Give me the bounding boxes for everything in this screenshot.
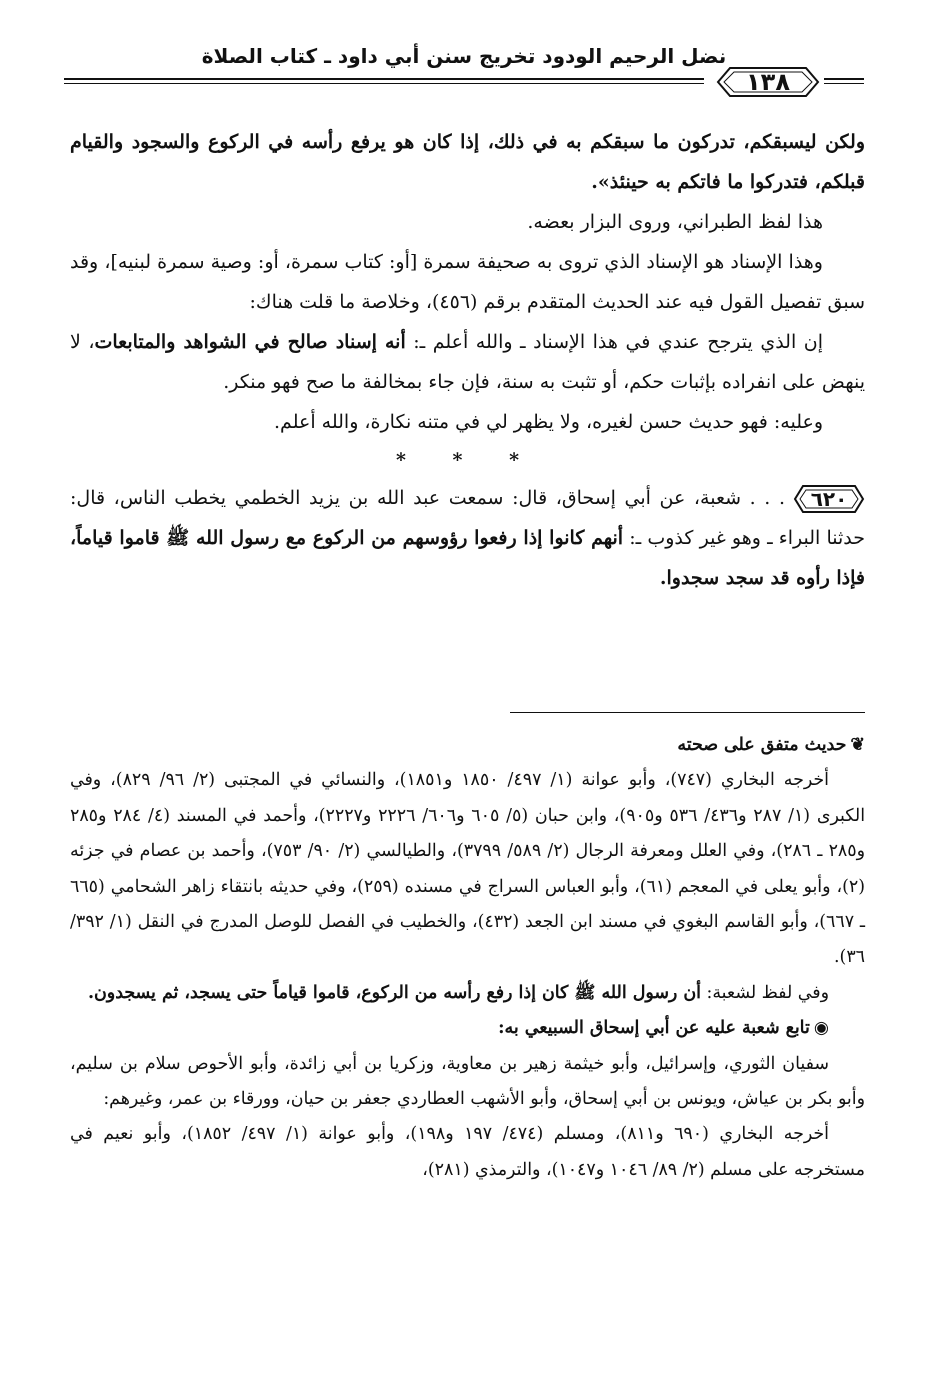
header-title: نضل الرحيم الودود تخريج سنن أبي داود ـ كتاب الصلاة xyxy=(201,44,727,68)
text-run: ، لا ينهض على انفراده بإثبات حكم، أو تثبت به سنة، فإن جاء بمخالفة ما صح فهو منكر. xyxy=(70,331,865,393)
page-number: ١٣٨ xyxy=(746,68,790,96)
header-rule xyxy=(64,83,704,84)
section-separator: * * * xyxy=(395,449,540,471)
note-paragraph: أخرجه البخاري (٦٩٠ و٨١١)، ومسلم (٤٧٤/ ١٩٧ و١٩٨)، وأبو عوانة (١/ ٤٩٧/ ١٨٥٢)، وأبو نعيم في مستخرجه على مسلم (٢/ ٨٩/ ١٠٤٦ و١٠٤٧)، والترمذي (٢٨١)، xyxy=(70,1124,865,1180)
bullet-icon: ◉ xyxy=(813,1018,829,1039)
paragraph: وعليه: فهو حديث حسن لغيره، ولا يظهر لي في متنه نكارة، والله أعلم. xyxy=(274,411,823,433)
hadith-number-badge xyxy=(793,483,865,515)
text-run: حديث متفق على صحته xyxy=(677,735,847,755)
text-run: . . . شعبة، عن أبي إسحاق، قال: سمعت عبد الله بن يزيد الخطمي يخطب الناس، قال: حدثنا البراء ـ وهو غير كذوب ـ: xyxy=(70,487,865,549)
page-number-badge xyxy=(716,64,820,100)
header-rule xyxy=(824,78,864,80)
note-paragraph xyxy=(70,976,865,1011)
header-rule xyxy=(64,78,704,80)
note-paragraph: أخرجه البخاري (٧٤٧)، وأبو عوانة (١/ ٤٩٧/ ١٨٥٠ و١٨٥١)، والنسائي في المجتبى (٢/ ٩٦/ ٨٢٩)، وفي الكبرى (١/ ٢٨٧ و٤٣٦/ ٥٣٦ و٩٠٥)، وابن حبان (٥/ ٦٠٥ و٦٠٦/ ٢٢٢٦ و٢٢٢٧)، وأحمد في المسند (٤/ ٢٨٤ و٢٨٥ و٢٨٥ ـ ٢٨٦)، وفي العلل ومعرفة الرجال (٢/ ٥٨٩/ ٣٧٩٩)، والطيالسي (٢/ ٩٠/ ٧٥٣)، وأحمد بن عصام في جزئه (٢)، وأبو يعلى في المعجم (٦١)، وأبو العباس السراج في مسنده (٢٥٩)، وفي حديثه بانتقاء زاهر الشحامي (٦٦٥ ـ ٦٦٧)، وأبو القاسم البغوي في مسند ابن الجعد (٤٣٢)، والخطيب في الفصل للوصل المدرج في النقل (١/ ٣٩٢/ ٣٦). xyxy=(70,770,866,968)
footnote-separator xyxy=(510,712,865,713)
note-heading xyxy=(70,728,865,763)
footnotes xyxy=(70,728,865,1188)
paragraph: هذا لفظ الطبراني، وروى البزار بعضه. xyxy=(527,211,823,233)
hadith-paragraph xyxy=(70,478,865,598)
running-header xyxy=(64,40,864,108)
text-run: إن الذي يترجح عندي في هذا الإسناد ـ والله أعلم ـ: xyxy=(405,331,823,353)
bold-text-run: أن رسول الله ﷺ كان إذا رفع رأسه من الركوع، قاموا قياماً حتى يسجد، ثم يسجدون. xyxy=(87,982,701,1003)
header-rule xyxy=(824,83,864,84)
bold-text-run: أنهم كانوا إذا رفعوا رؤوسهم من الركوع مع رسول الله ﷺ قاموا قياماً، فإذا رأوه قد سجد سجدوا. xyxy=(70,527,865,589)
paragraph: ولكن ليسبقكم، تدركون ما سبقكم به في ذلك، إذا كان هو يرفع رأسه في الركوع والسجود والقيام قبلكم، فتدركوا ما فاتكم به حينئذ». xyxy=(70,131,865,193)
flower-icon: ❦ xyxy=(850,735,865,755)
note-paragraph: سفيان الثوري، وإسرائيل، وأبو خيثمة زهير بن معاوية، وزكريا بن أبي زائدة، وأبو الأحوص سلام بن سليم، وأبو بكر بن عياش، ويونس بن أبي إسحاق، وأبو الأشهب العطاردي جعفر بن حيان، وورقاء بن عمر، وغيرهم: xyxy=(70,1053,865,1110)
text-run: وفي لفظ لشعبة: xyxy=(700,982,829,1003)
bold-text-run: أنه إسناد صالح في الشواهد والمتابعات xyxy=(94,331,406,353)
hadith-number: ٦٢٠ xyxy=(810,487,848,511)
note-subheading xyxy=(70,1011,865,1046)
main-text xyxy=(70,122,865,598)
text-run: تابع شعبة عليه عن أبي إسحاق السبيعي به: xyxy=(498,1018,810,1039)
paragraph xyxy=(70,322,865,402)
paragraph: وهذا الإسناد هو الإسناد الذي تروى به صحيفة سمرة [أو: كتاب سمرة، أو: وصية سمرة لبنيه]، وقد سبق تفصيل القول فيه عند الحديث المتقدم برقم (٤٥٦)، وخلاصة ما قلت هناك: xyxy=(70,251,865,313)
